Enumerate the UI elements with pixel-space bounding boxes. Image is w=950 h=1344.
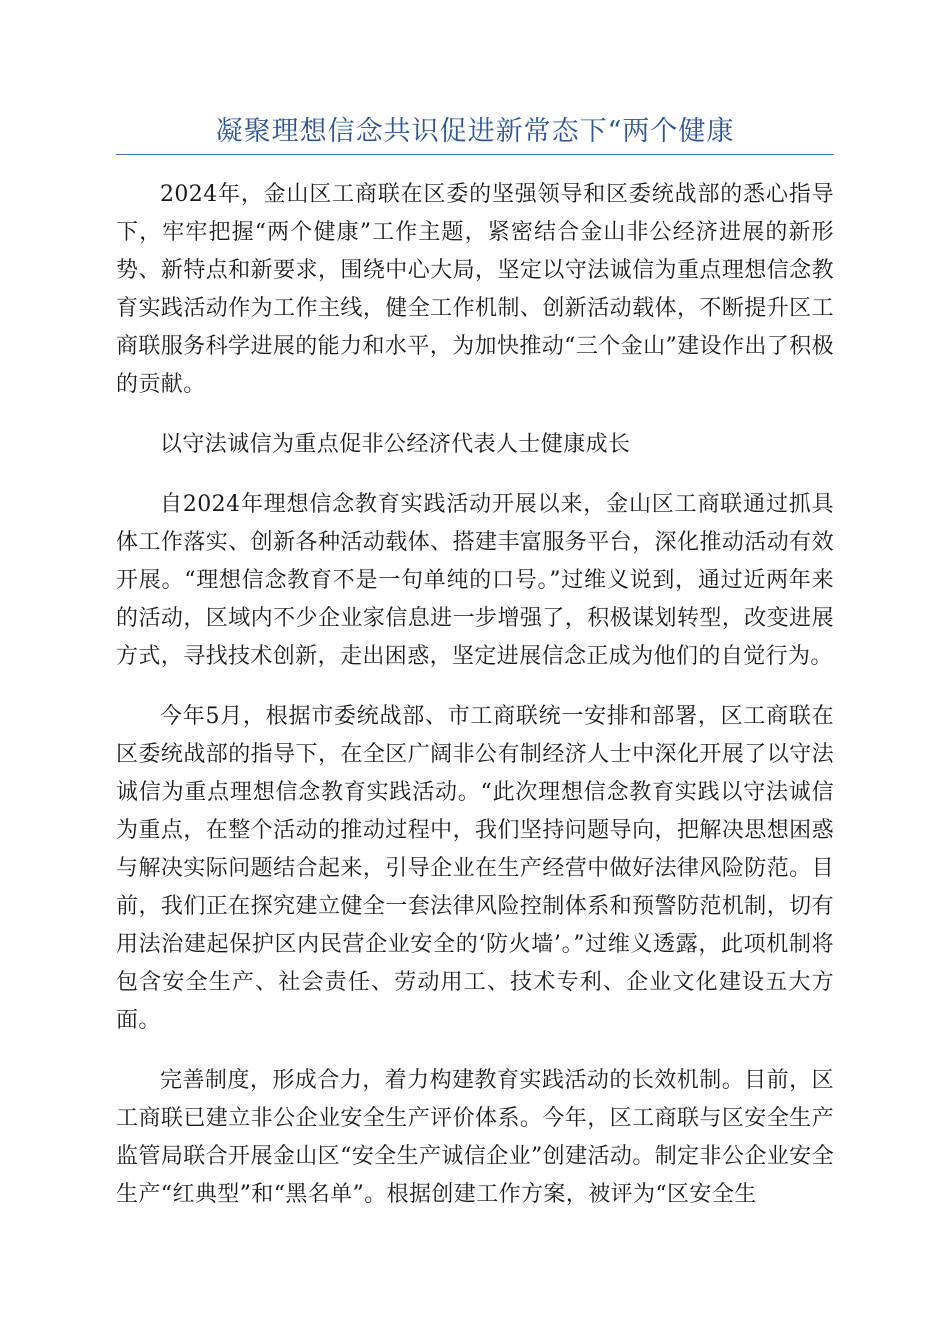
paragraph-intro: 2024年，金山区工商联在区委的坚强领导和区委统战部的悉心指导下，牢牢把握“两个健康”工作主题，紧密结合金山非公经济进展的新形势、新特点和新要求，围绕中心大局，坚定以守法诚信为重点理想信念教育实践活动作为工作主线，健全工作机制、创新活动载体，不断提升区工商联服务科学进展的能力和水平，为加快推动“三个金山”建设作出了积极的贡献。 (116, 182, 834, 397)
paragraph-mechanism: 完善制度，形成合力，着力构建教育实践活动的长效机制。目前，区工商联已建立非公企业安全生产评价体系。今年，区工商联与区安全生产监管局联合开展金山区“安全生产诚信企业”创建活动。制定非公企业安全生产“红典型”和“黑名单”。根据创建工作方案，被评为“区安全生 (116, 1068, 834, 1207)
paragraph-activities: 自2024年理想信念教育实践活动开展以来，金山区工商联通过抓具体工作落实、创新各种活动载体、搭建丰富服务平台，深化推动活动有效开展。“理想信念教育不是一句单纯的口号。”过维义说到，通过近两年来的活动，区域内不少企业家信息进一步增强了，积极谋划转型，改变进展方式，寻找技术创新，走出困惑，坚定进展信念正成为他们的自觉行为。 (116, 492, 834, 669)
paragraph-may-campaign: 今年5月，根据市委统战部、市工商联统一安排和部署，区工商联在区委统战部的指导下，在全区广阔非公有制经济人士中深化开展了以守法诚信为重点理想信念教育实践活动。“此次理想信念教育实践以守法诚信为重点，在整个活动的推动过程中，我们坚持问题导向，把解决思想困惑与解决实际问题结合起来，引导企业在生产经营中做好法律风险防范。目前，我们正在探究建立健全一套法律风险控制体系和预警防范机制，切有用法治建起保护区内民营企业安全的‘防火墙’。”过维义透露，此项机制将包含安全生产、社会责任、劳动用工、技术专利、企业文化建设五大方面。 (116, 704, 834, 1033)
section-heading: 以守法诚信为重点促非公经济代表人士健康成长 (160, 432, 631, 457)
document-body (116, 176, 834, 1236)
title-underline (116, 154, 834, 155)
document-title: 凝聚理想信念共识促进新常态下“两个健康 (215, 116, 735, 147)
